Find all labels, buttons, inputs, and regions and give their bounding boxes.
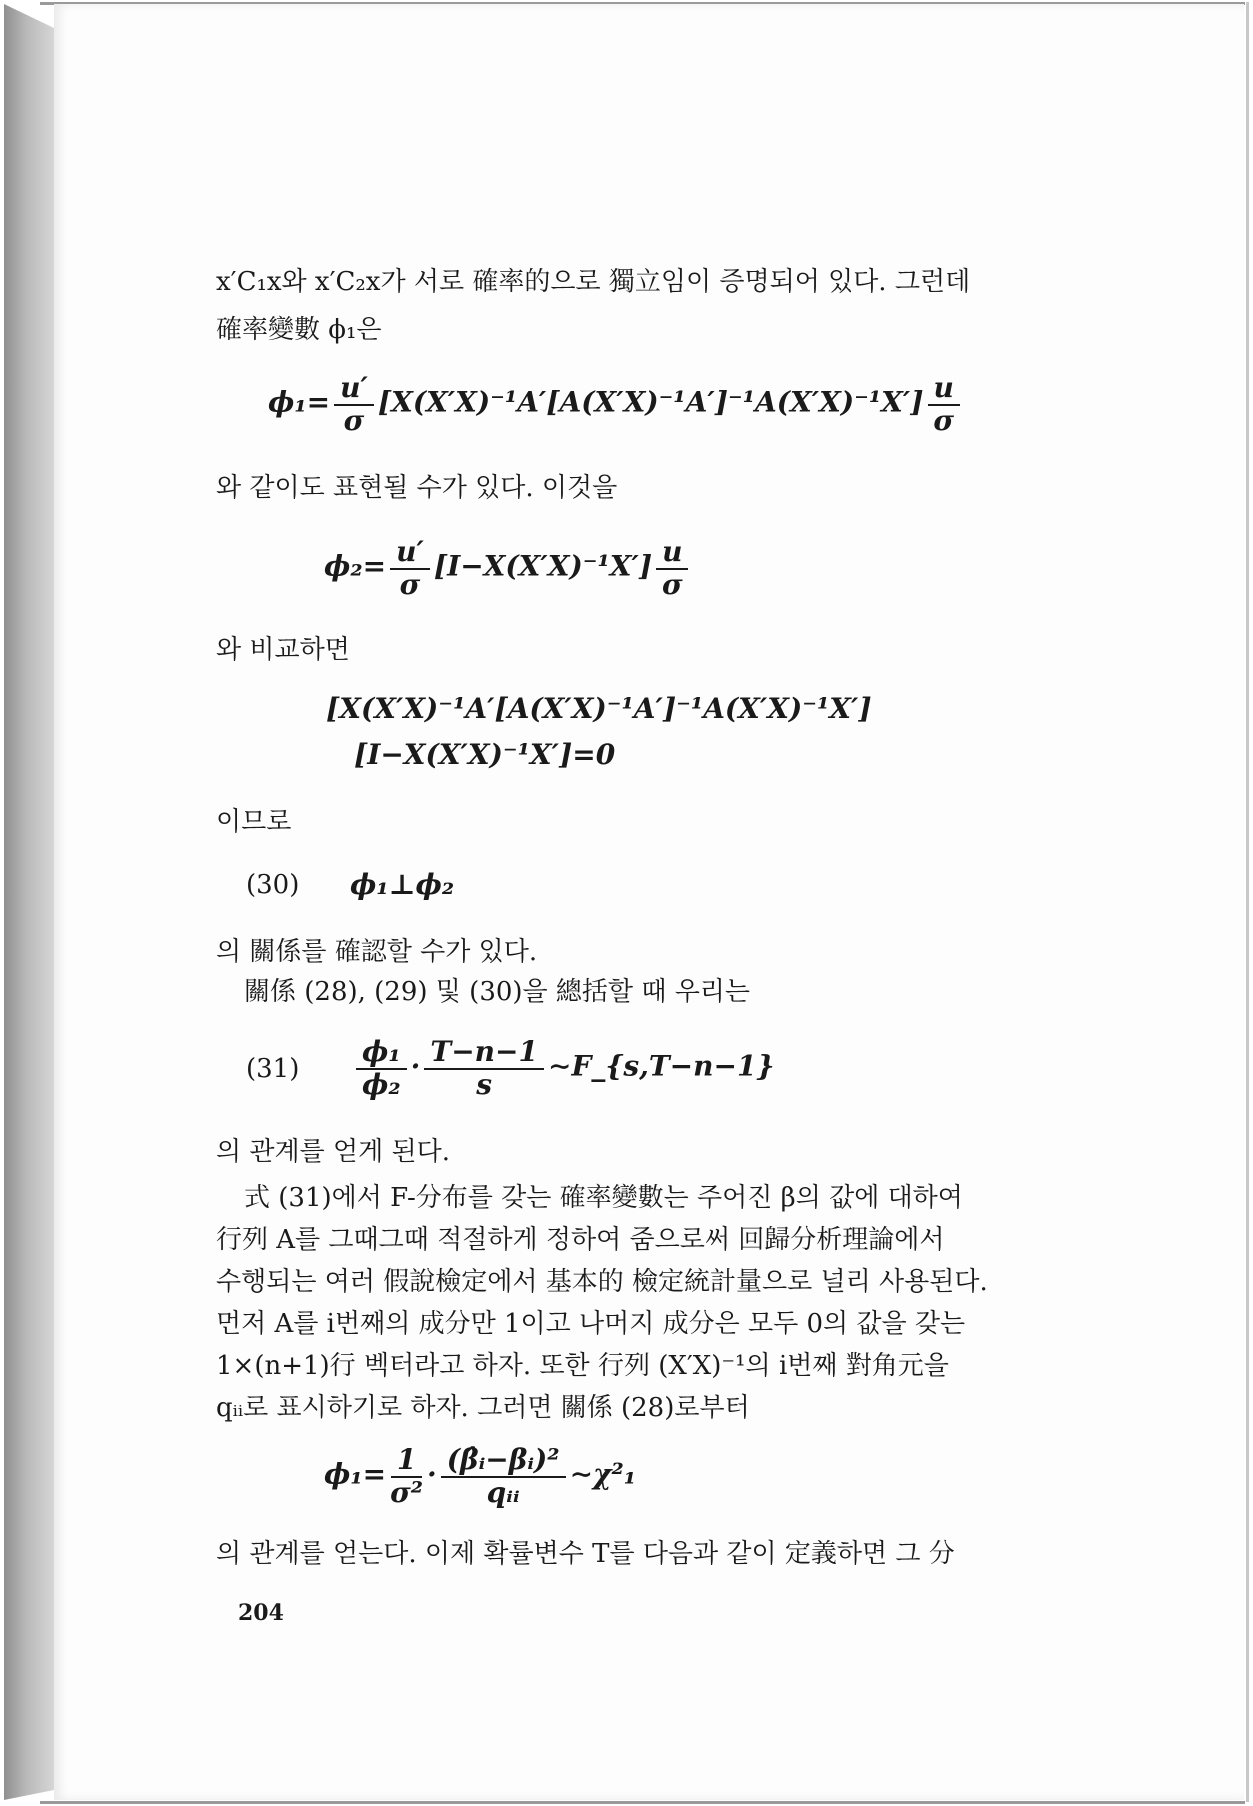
paragraph-line-1: x′C₁x와 x′C₂x가 서로 確率的으로 獨立임이 증명되어 있다. 그런데	[216, 267, 971, 297]
paragraph-line-13: 1×(n+1)行 벡터라고 하자. 또한 行列 (X′X)⁻¹의 i번째 對角元을	[216, 1351, 949, 1381]
eq2-lhs: ϕ₂=	[324, 549, 387, 583]
paragraph-line-6: 의 關係를 確認할 수가 있다.	[216, 937, 538, 967]
eq1-lhs: ϕ₁=	[268, 385, 331, 419]
eq5-den2: s	[476, 1068, 493, 1101]
paragraph-line-15: 의 관계를 얻는다. 이제 확률변수 T를 다음과 같이 定義하면 그 分	[216, 1539, 955, 1569]
paragraph-line-10: 行列 A를 그때그때 적절하게 정하여 줌으로써 回歸分析理論에서	[216, 1225, 945, 1255]
eq6-dot: ·	[427, 1457, 437, 1491]
equation-phi2	[324, 536, 692, 600]
eq5-dot: ·	[410, 1049, 421, 1083]
eq5-fraction-tn1-over-s	[424, 1036, 544, 1100]
eq5-fraction-phi1-over-phi2	[356, 1036, 407, 1100]
paragraph-line-7: 關係 (28), (29) 및 (30)을 總括할 때 우리는	[244, 977, 751, 1007]
page-number: 204	[238, 1600, 284, 1626]
eq5-rhs: ∼F_{s,T−n−1}	[547, 1049, 775, 1083]
equation-number-30: (30)	[246, 870, 300, 900]
equation-phi1	[268, 372, 964, 436]
eq6-den1: σ²	[390, 1476, 424, 1509]
eq2-body: [I−X(X′X)⁻¹X′]	[433, 549, 653, 583]
eq6-num2: (β̂ᵢ−βᵢ)²	[441, 1444, 566, 1478]
eq1-fraction-u-prime-over-sigma	[334, 372, 374, 436]
paragraph-line-8: 의 관계를 얻게 된다.	[216, 1137, 450, 1167]
eq1-fraction-u-over-sigma	[928, 372, 960, 436]
eq2-den1: σ	[399, 568, 421, 601]
paragraph-line-3: 와 같이도 표현될 수가 있다. 이것을	[216, 473, 618, 503]
paragraph-line-4: 와 비교하면	[216, 635, 350, 665]
paragraph-line-11: 수행되는 여러 假說檢定에서 基本的 檢定統計量으로 널리 사용된다.	[216, 1267, 988, 1297]
eq1-num1: u′	[334, 372, 374, 406]
eq6-rhs: ∼χ²₁	[569, 1457, 636, 1491]
book-bottom-edge	[40, 1801, 1245, 1804]
eq5-num2: T−n−1	[424, 1036, 544, 1070]
paragraph-line-5: 이므로	[216, 807, 292, 837]
equation-number-31: (31)	[246, 1054, 300, 1084]
book-right-edge	[1246, 2, 1249, 1802]
eq2-fraction-u-prime-over-sigma	[390, 536, 430, 600]
book-spine	[4, 4, 54, 1800]
paragraph-line-2: 確率變數 ϕ₁은	[216, 315, 382, 345]
eq5-den1: ϕ₂	[362, 1068, 401, 1101]
eq6-den2: qᵢᵢ	[486, 1476, 520, 1509]
eq6-fraction-1-over-sigma-squared	[390, 1444, 423, 1508]
equation-product-line-1: [X(X′X)⁻¹A′[A(X′X)⁻¹A′]⁻¹A(X′X)⁻¹X′]	[326, 692, 872, 725]
paragraph-line-12: 먼저 A를 i번째의 成分만 1이고 나머지 成分은 모두 0의 값을 갖는	[216, 1309, 966, 1339]
equation-f-distribution	[352, 1036, 774, 1100]
eq6-num1: 1	[391, 1444, 422, 1478]
eq2-num1: u′	[390, 536, 430, 570]
eq1-body: [X(X′X)⁻¹A′[A(X′X)⁻¹A′]⁻¹A(X′X)⁻¹X′]	[377, 385, 924, 419]
eq2-den2: σ	[661, 568, 683, 601]
eq2-fraction-u-over-sigma	[656, 536, 688, 600]
paragraph-line-9: 式 (31)에서 F-分布를 갖는 確率變數는 주어진 β의 값에 대하여	[244, 1183, 963, 1213]
eq1-den2: σ	[933, 404, 954, 437]
eq6-lhs: ϕ₁=	[324, 1457, 387, 1491]
eq2-num2: u	[656, 536, 688, 570]
eq1-num2: u	[928, 372, 960, 406]
equation-orthogonal: ϕ₁⊥ϕ₂	[350, 868, 455, 901]
eq5-num1: ϕ₁	[356, 1036, 407, 1070]
equation-product-line-2: [I−X(X′X)⁻¹X′]=0	[354, 738, 616, 771]
eq6-fraction-beta-over-qii	[441, 1444, 566, 1508]
equation-chi-square	[324, 1444, 636, 1508]
eq1-den1: σ	[343, 404, 365, 437]
paragraph-line-14: qᵢᵢ로 표시하기로 하자. 그러면 關係 (28)로부터	[216, 1393, 750, 1423]
